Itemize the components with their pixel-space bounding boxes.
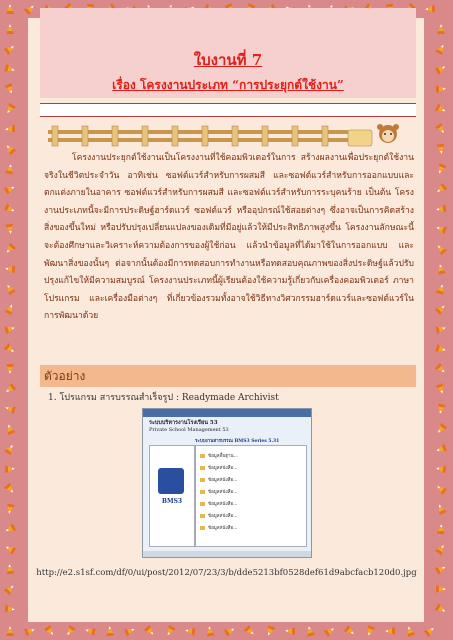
candy-corn-icon: [436, 383, 447, 395]
candy-corn-icon: [285, 627, 296, 636]
candy-corn-icon: [435, 443, 447, 454]
candy-corn-icon: [5, 503, 15, 514]
screenshot-menu-item: [200, 512, 237, 519]
candy-corn-icon: [84, 626, 96, 636]
candy-corn-icon: [435, 483, 448, 495]
logo-text: BMS3: [161, 498, 183, 505]
app-title-th: ระบบบริหารงานโรงเรียน 53: [149, 420, 218, 426]
candy-corn-icon: [435, 183, 448, 195]
candy-corn-icon: [435, 63, 448, 75]
logo-icon: [158, 468, 184, 494]
logo-panel: [149, 445, 195, 547]
candy-corn-icon: [435, 303, 448, 316]
candy-corn-icon: [224, 625, 237, 637]
screenshot-menu-item: [200, 500, 237, 507]
candy-corn-icon: [5, 223, 15, 234]
candy-corn-icon: [435, 204, 446, 213]
example-item-1: 1. โปรแกรม สารบรรณสำเร็จรูป : Readymade Archivist: [48, 393, 279, 403]
candy-corn-icon: [205, 625, 215, 636]
candy-corn-icon: [436, 585, 446, 593]
assignment-title: เรื่อง โครงงานประเภท “การประยุกต์ใช้งาน”: [112, 78, 344, 92]
candy-corn-icon: [324, 625, 337, 637]
candy-corn-icon: [4, 343, 17, 355]
candy-corn-icon: [385, 627, 395, 635]
candy-corn-icon: [435, 503, 446, 515]
candy-corn-icon: [4, 183, 16, 195]
candy-corn-icon: [435, 224, 447, 235]
folder-icon: [200, 490, 205, 494]
wooden-fence-divider: [48, 122, 408, 148]
candy-corn-icon: [405, 625, 416, 637]
program-screenshot: [142, 408, 312, 558]
candy-corn-icon: [436, 144, 445, 155]
candy-corn-icon: [4, 543, 17, 555]
candy-corn-icon: [244, 625, 257, 638]
screenshot-menu-label: ข้อมูลหนังสือ...: [208, 478, 238, 483]
source-url[interactable]: http://e2.s1sf.com/df/0/ui/post/2012/07/23/3/b/dde5213bf0528def61d9abcfacb120d0.jpg: [36, 568, 417, 578]
candy-corn-icon: [4, 83, 15, 95]
candy-corn-icon: [4, 103, 16, 116]
candy-corn-icon: [4, 43, 17, 55]
candy-corn-icon: [437, 524, 446, 535]
candy-corn-icon: [4, 283, 16, 296]
candy-corn-icon: [4, 203, 17, 215]
candy-corn-icon: [5, 465, 16, 474]
candy-corn-icon: [435, 43, 447, 56]
body-text: [44, 150, 414, 326]
candy-corn-icon: [365, 625, 376, 637]
candy-corn-icon: [5, 604, 16, 613]
divider-bar: [40, 103, 416, 117]
candy-corn-icon: [5, 423, 16, 435]
candy-corn-icon: [5, 163, 15, 174]
candy-corn-icon: [124, 625, 136, 636]
screenshot-menu-item: [200, 452, 238, 459]
candy-corn-icon: [344, 625, 357, 637]
screenshot-menu-label: ข้อมูลหนังสือ...: [208, 490, 238, 495]
screenshot-menu-item: [200, 488, 237, 495]
candy-corn-icon: [435, 103, 447, 115]
candy-corn-icon: [435, 163, 446, 175]
candy-corn-icon: [435, 603, 448, 615]
candy-corn-icon: [144, 625, 157, 638]
candy-corn-icon: [4, 303, 15, 315]
folder-icon: [200, 514, 205, 518]
assignment-number: ใบงานที่ 7: [193, 51, 263, 69]
candy-corn-icon: [6, 24, 14, 34]
body-paragraph: โครงงานประยุกต์ใช้งานเป็นโครงงานที่ใช้คอมพิวเตอร์ในการ สร้างผลงานเพื่อประยุกต์ใช้งานจริงในชีวิตประจำวัน อาทิเช่น ซอฟต์แวร์สำหรับการผสมสี และซอฟต์แวร์สำหรับการออกแบบและตกแต่งภายในอาคาร ซอฟต์แวร์สำหรับการผสมสี และซอฟต์แวร์สำหรับการระบุคนร้าย เป็นต้น โครงงานประเภทนี้จะมีการประดิษฐ์ฮาร์ดแวร์ ซอฟต์แวร์ หรืออุปกรณ์ใช้สอยต่างๆ ซึ่งอาจเป็นการคิดสร้างสิ่งของขึ้นใหม่ หรือปรับปรุงเปลี่ยนแปลงของเดิมที่มีอยู่แล้วให้มีประสิทธิภาพสูงขึ้น โครงงานลักษณะนี้จะต้องศึกษาและวิเคราะห์ความต้องการของผู้ใช้ก่อน แล้วนำข้อมูลที่ได้มาใช้ในการออกแบบ และพัฒนาสิ่งของนั้นๆ ต่อจากนั้นต้องมีการทดสอบการทำงานหรือทดสอบคุณภาพของสิ่งประดิษฐ์แล้วปรับ ปรุงแก้ไขให้มีความสมบูรณ์ โครงงานประเภทนี้ผู้เรียนต้องใช้ความรู้เกี่ยวกับเครื่องคอมพิวเตอร์ ภาษาโปรแกรม และเครื่องมือต่างๆ ที่เกี่ยวข้องรวมทั้งอาจใช้วิธีทางวิศวกรรมฮาร์ดแวร์และซอฟต์แวร์ในการพัฒนาด้วย: [44, 153, 414, 322]
candy-corn-icon: [4, 443, 16, 456]
candy-corn-icon: [4, 583, 17, 596]
screenshot-menu-item: [200, 476, 237, 483]
candy-corn-icon: [184, 626, 195, 635]
candy-corn-icon: [425, 5, 435, 14]
candy-corn-icon: [4, 523, 16, 534]
candy-corn-icon: [305, 625, 315, 637]
candy-corn-icon: [6, 364, 14, 374]
candy-corn-icon: [435, 324, 447, 334]
screenshot-menu-item: [200, 464, 237, 471]
candy-corn-icon: [6, 626, 14, 636]
candy-corn-icon: [436, 263, 446, 274]
candy-corn-icon: [435, 423, 448, 436]
candy-corn-icon: [106, 626, 115, 637]
candy-corn-icon: [435, 464, 446, 473]
candy-corn-icon: [435, 363, 448, 376]
folder-icon: [200, 478, 205, 482]
candy-corn-icon: [4, 404, 16, 415]
menu-panel: [195, 445, 307, 547]
candy-corn-icon: [24, 3, 37, 16]
folder-icon: [200, 466, 205, 470]
candy-corn-icon: [435, 123, 447, 136]
folder-icon: [200, 526, 205, 530]
candy-corn-icon: [436, 403, 446, 414]
candy-corn-icon: [264, 625, 275, 637]
candy-corn-icon: [436, 85, 446, 94]
candy-corn-icon: [4, 243, 17, 256]
candy-corn-icon: [4, 64, 16, 74]
example-heading: ตัวอย่าง: [40, 365, 416, 387]
screenshot-menu-label: ข้อมูลหนังสือ...: [208, 526, 238, 531]
candy-corn-icon: [6, 4, 14, 14]
candy-corn-icon: [435, 243, 448, 256]
candy-corn-icon: [24, 626, 36, 637]
candy-corn-icon: [435, 543, 447, 556]
candy-corn-icon: [64, 625, 76, 638]
title-box: [40, 8, 416, 98]
folder-icon: [200, 502, 205, 506]
window-titlebar: [143, 409, 311, 417]
candy-corn-icon: [5, 264, 16, 273]
candy-corn-icon: [435, 344, 447, 354]
candy-corn-icon: [5, 125, 16, 134]
candy-corn-icon: [424, 625, 437, 638]
candy-corn-icon: [4, 483, 17, 496]
candy-corn-icon: [164, 625, 176, 638]
candy-corn-icon: [437, 24, 445, 34]
screenshot-menu-item: [200, 524, 237, 531]
candy-corn-icon: [4, 143, 17, 156]
screenshot-menu-label: ข้อมูลหนังสือ...: [208, 466, 238, 471]
menu-caption: ระบบงานสารบรรณ BMS3 Series 5.31: [195, 439, 280, 444]
screenshot-menu-label: ข้อมูลหนังสือ...: [208, 514, 238, 519]
folder-icon: [200, 454, 205, 458]
candy-corn-icon: [4, 324, 16, 334]
app-title-en: Private School Management 53: [149, 427, 229, 433]
window-statusbar: [143, 551, 311, 557]
candy-corn-icon: [436, 283, 447, 295]
screenshot-menu-label: ข้อมูลพื้นฐาน...: [208, 454, 238, 459]
candy-corn-icon: [44, 625, 56, 638]
candy-corn-icon: [4, 383, 17, 395]
screenshot-menu-label: ข้อมูลหนังสือ...: [208, 502, 238, 507]
